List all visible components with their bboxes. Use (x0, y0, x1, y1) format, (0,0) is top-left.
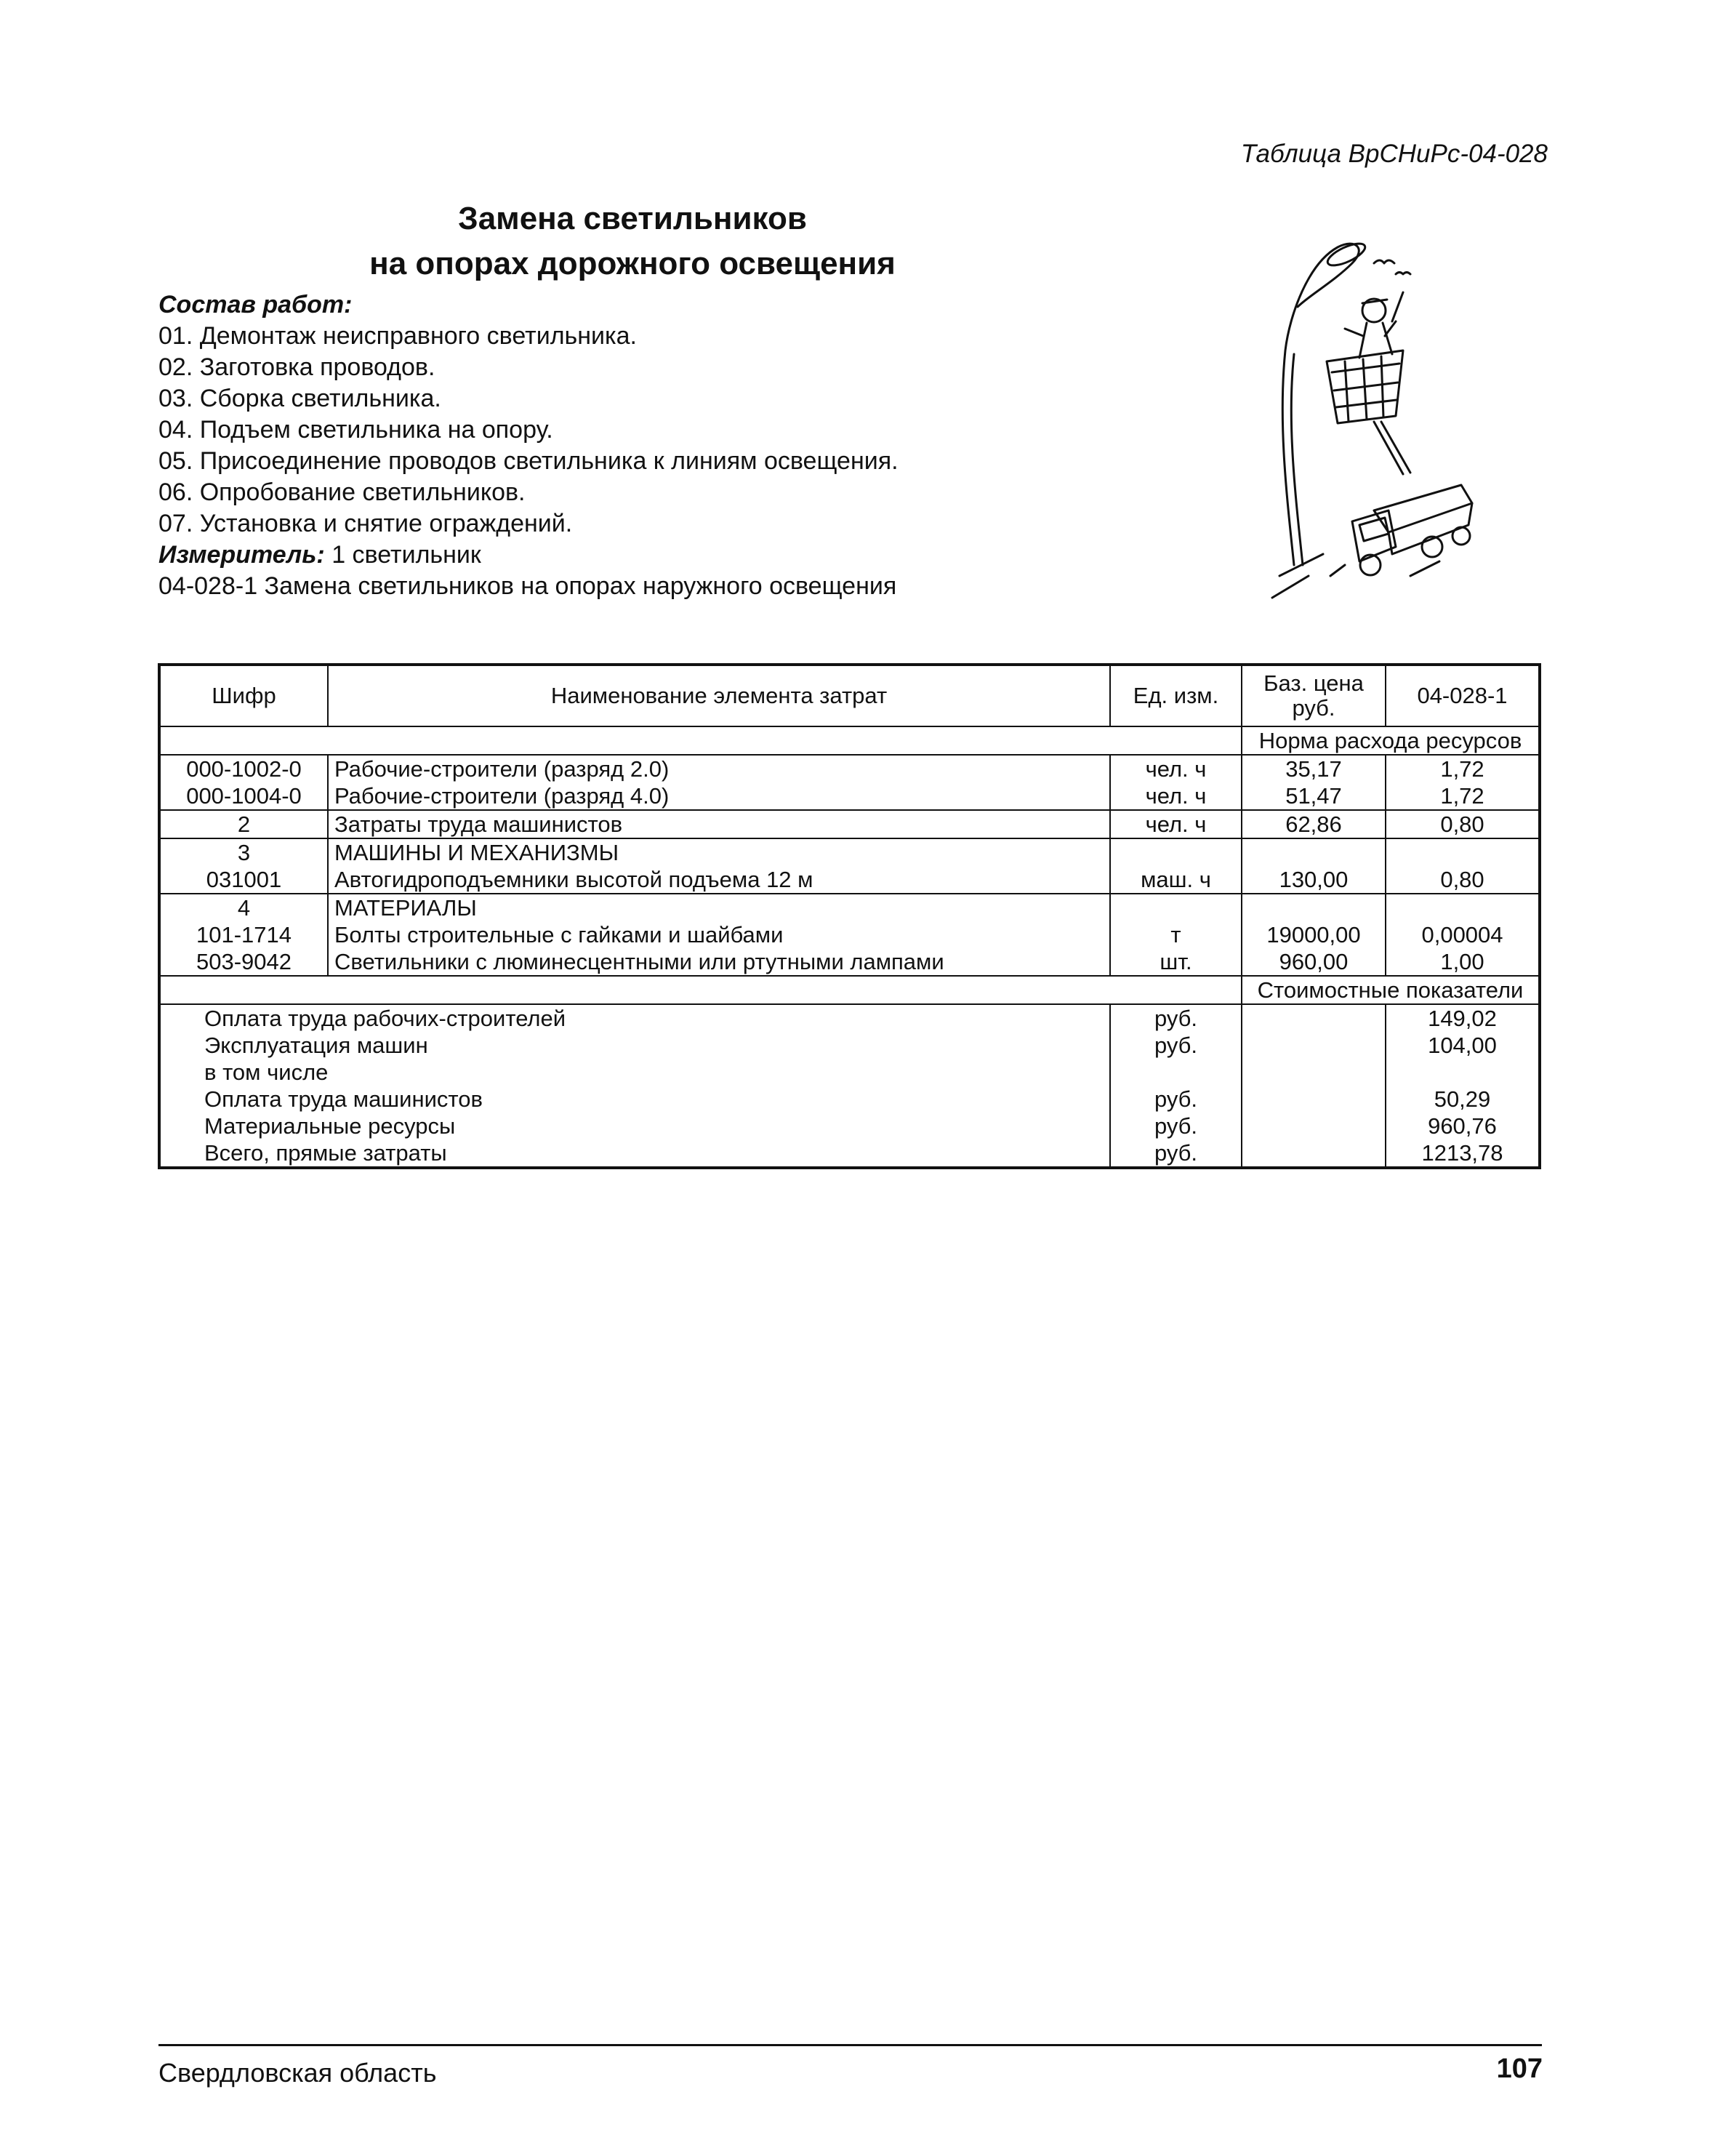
table-row (159, 921, 1540, 948)
cost-name: Оплата труда машинистов (159, 1086, 1110, 1113)
title-line-2: на опорах дорожного освещения (369, 246, 896, 281)
page-number: 107 (1496, 2053, 1543, 2084)
cost-name: Материальные ресурсы (159, 1113, 1110, 1139)
composition-item: 05. Присоединение проводов светильника к линиям освещения. (158, 447, 899, 475)
composition-item: 07. Установка и снятие ограждений. (158, 510, 573, 537)
cost-unit: руб. (1110, 1032, 1242, 1059)
norm-code-line: 04-028-1 Замена светильников на опорах наружного освещения (158, 572, 897, 600)
cost-name: Эксплуатация машин (159, 1032, 1110, 1059)
cost-name: Всего, прямые затраты (159, 1139, 1110, 1168)
table-row (159, 894, 1540, 921)
section-spacer (159, 976, 1242, 1004)
cell-price (1242, 838, 1386, 866)
header-base-price-line1: Баз. цена (1263, 670, 1364, 696)
table-row (159, 810, 1540, 838)
cost-row (159, 1032, 1540, 1059)
cell-name: Рабочие-строители (разряд 4.0) (328, 782, 1110, 810)
table-row (159, 866, 1540, 894)
cost-price-empty (1242, 1113, 1386, 1139)
composition-item: 01. Демонтаж неисправного светильника. (158, 322, 637, 350)
header-norm-code: 04-028-1 (1386, 665, 1540, 726)
cell-code: 031001 (159, 866, 328, 894)
section-label-costs: Стоимостные показатели (1242, 976, 1540, 1004)
cell-value: 0,00004 (1421, 922, 1503, 947)
cell-price: 35,17 (1242, 755, 1386, 782)
meter-line (158, 540, 899, 571)
cell-price: 51,47 (1242, 782, 1386, 810)
cell-price: 130,00 (1242, 866, 1386, 894)
cost-row (159, 1139, 1540, 1168)
cost-price-empty (1242, 1059, 1386, 1086)
cost-row (159, 1059, 1540, 1086)
header-base-price-line2: руб. (1292, 695, 1335, 721)
cell-name: Болты строительные с гайками и шайбами (328, 921, 1110, 948)
cost-unit: руб. (1110, 1113, 1242, 1139)
table-row (159, 948, 1540, 976)
cell-unit (1110, 894, 1242, 921)
composition-heading: Состав работ: (158, 291, 353, 318)
cell-value: 0,80 (1386, 810, 1540, 838)
illustration-lamp-replacement (1265, 234, 1483, 605)
work-composition (158, 289, 899, 602)
section-row-resources (159, 726, 1540, 755)
cost-price-empty (1242, 1032, 1386, 1059)
cell-value: 1,72 (1440, 783, 1484, 809)
cost-row (159, 1004, 1540, 1032)
cost-value: 960,76 (1428, 1113, 1497, 1139)
cost-unit: руб. (1110, 1004, 1242, 1032)
cost-price-empty (1242, 1004, 1386, 1032)
cost-unit: руб. (1110, 1086, 1242, 1113)
cell-unit: чел. ч (1110, 755, 1242, 782)
cell-code: 101-1714 (159, 921, 328, 948)
cell-unit: маш. ч (1110, 866, 1242, 894)
cell-price (1242, 894, 1386, 921)
cell-unit: шт. (1110, 948, 1242, 976)
cell-unit (1110, 838, 1242, 866)
section-label-resources: Норма расхода ресурсов (1242, 726, 1540, 755)
cell-value: 1,00 (1440, 949, 1484, 974)
cost-row (159, 1086, 1540, 1113)
table-row (159, 838, 1540, 866)
header-base-price (1242, 665, 1386, 726)
cell-name: Рабочие-строители (разряд 2.0) (328, 755, 1110, 782)
table-reference: Таблица ВрСНиРс-04-028 (1240, 140, 1548, 168)
cell-code: 2 (159, 810, 328, 838)
cost-unit (1110, 1059, 1242, 1086)
cost-value: 1213,78 (1421, 1140, 1503, 1166)
cell-code: 000-1002-0 (159, 755, 328, 782)
header-unit: Ед. изм. (1110, 665, 1242, 726)
section-row-costs (159, 976, 1540, 1004)
cell-price: 960,00 (1242, 948, 1386, 976)
cost-value: 149,02 (1386, 1004, 1540, 1032)
cost-row (159, 1113, 1540, 1139)
cost-value (1386, 1059, 1540, 1086)
cell-unit: чел. ч (1110, 782, 1242, 810)
header-name: Наименование элемента затрат (328, 665, 1110, 726)
cell-value: 0,80 (1440, 867, 1484, 892)
meter-label: Измеритель: (158, 541, 325, 569)
composition-item: 02. Заготовка проводов. (158, 353, 435, 381)
cost-unit: руб. (1110, 1139, 1242, 1168)
cell-unit: чел. ч (1110, 810, 1242, 838)
table-row (159, 782, 1540, 810)
cost-value: 104,00 (1428, 1033, 1497, 1058)
footer-region: Свердловская область (158, 2058, 437, 2088)
cost-value: 50,29 (1434, 1086, 1491, 1112)
cost-price-empty (1242, 1086, 1386, 1113)
cell-name: МАТЕРИАЛЫ (328, 894, 1110, 921)
cell-value: 1,72 (1386, 755, 1540, 782)
cell-value (1386, 838, 1540, 866)
composition-item: 04. Подъем светильника на опору. (158, 416, 553, 444)
cell-value (1386, 894, 1540, 921)
cell-price: 19000,00 (1242, 921, 1386, 948)
cell-name: Затраты труда машинистов (328, 810, 1110, 838)
cell-name: Автогидроподъемники высотой подъема 12 м (328, 866, 1110, 894)
cell-code: 000-1004-0 (159, 782, 328, 810)
resource-cost-table (158, 663, 1541, 1169)
cell-code: 4 (159, 894, 328, 921)
cell-unit: т (1110, 921, 1242, 948)
cost-price-empty (1242, 1139, 1386, 1168)
section-spacer (159, 726, 1242, 755)
page-title (262, 196, 1003, 286)
cell-price: 62,86 (1242, 810, 1386, 838)
cell-name: МАШИНЫ И МЕХАНИЗМЫ (328, 838, 1110, 866)
cell-name: Светильники с люминесцентными или ртутными лампами (328, 948, 1110, 976)
footer-rule (158, 2044, 1542, 2046)
cell-code: 503-9042 (159, 948, 328, 976)
cost-name: Оплата труда рабочих-строителей (159, 1004, 1110, 1032)
composition-item: 06. Опробование светильников. (158, 478, 526, 506)
meter-value: 1 светильник (331, 541, 481, 569)
header-code: Шифр (159, 665, 328, 726)
table-row (159, 755, 1540, 782)
cell-code: 3 (159, 838, 328, 866)
table-header-row (159, 665, 1540, 726)
cost-name: в том числе (159, 1059, 1110, 1086)
title-line-1: Замена светильников (458, 201, 807, 236)
composition-item: 03. Сборка светильника. (158, 385, 441, 412)
